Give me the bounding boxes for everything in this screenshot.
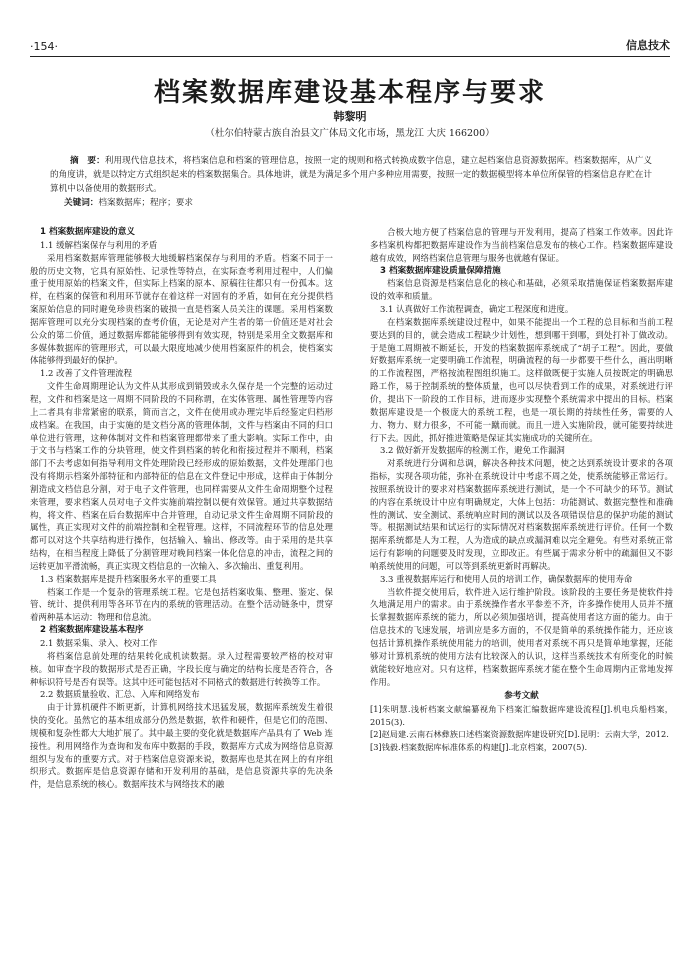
article-title: 档案数据库建设基本程序与要求 — [153, 78, 546, 108]
body-paragraph: 合极大地方便了档案信息的管理与开发利用，提高了档案工作效率。因此许多档案机构都把数据库建设作为当前档案信息发布的核心工作。档案数据库建设越有成效，网络档案信息管理与服务也就越有保证。 — [370, 227, 673, 263]
subsection-heading: 2.1 数据采集、录入、校对工作 — [40, 638, 158, 648]
reference-item: [1]朱明慧.浅析档案文献编纂视角下档案汇编数据库建设流程[J].机电兵船档案，2015(3). — [370, 704, 673, 727]
right-column — [370, 226, 673, 946]
subsection-heading: 3.1 认真做好工作流程调查，确定工程深度和进度。 — [380, 304, 574, 315]
references-title: 参考文献 — [504, 691, 539, 702]
abstract-label: 摘 要： — [70, 156, 105, 166]
section-heading: 3 档案数据库建设质量保障措施 — [380, 265, 501, 276]
subsection-heading: 3.3 重视数据库运行和使用人员的培训工作，确保数据库的使用寿命 — [380, 573, 633, 584]
body-paragraph: 当软件提交使用后，软件进入运行维护阶段。该阶段的主要任务是使软件持久地满足用户的需求。由于系统操作者水平参差不齐，许多操作使用人员并不擅长掌握数据库系统的能力，所以必须加强培训，提高使用者这方面的能力。由于信息技术的飞速发展，培训应是多方面的，不仅是简单的系统操作能力，还应该包括计算机操作系统使用能力的培训，使用者对系统不再只是简单地掌握，还能够对计算机系统的使用方法有比较深入的认识，这样当系统技术有所变化的时候就能较好地应对。只有这样，档案数据库系统才能在整个生命周期内正常地发挥作用。 — [370, 586, 673, 687]
subsection-heading: 1.2 改善了文件管理流程 — [40, 368, 133, 379]
subsection-heading: 3.2 做好新开发数据库的检测工作，避免工作漏洞 — [380, 445, 565, 456]
body-paragraph: 将档案信息前处理的结果转化成机读数据。录入过程需要较严格的校对审核。如审查字段的数据形式是否正确，字段长度与确定的结构长度是否符合，各种标识符号是否有误等。这其中还可能包括对不同格式的数据进行转换等工作。 — [30, 650, 333, 687]
keywords-text: 档案数据库；程序；要求 — [98, 198, 193, 208]
reference-item: [2]赵局建.云南石林彝族口述档案资源数据库建设研究[D].昆明：云南大学，2012. — [370, 729, 669, 740]
body-paragraph: 档案工作是一个复杂的管理系统工程。它是包括档案收集、整理、鉴定、保管、统计、提供利用等各环节在内的系统的管理活动。在整个活动链条中，贯穿着两种基本运动：物理和信息流。 — [30, 586, 333, 623]
subsection-heading: 1.1 缓解档案保存与利用的矛盾 — [40, 239, 158, 250]
body-paragraph: 档案信息资源是档案信息化的核心和基础，必须采取措施保证档案数据库建设的效率和质量。 — [370, 278, 673, 302]
body-paragraph: 采用档案数据库管理能够极大地缓解档案保存与利用的矛盾。档案不同于一般的历史文物，它具有原始性、记录性等特点，在实际查考利用过程中，人们偏重于使用原始的档案文件，但实际上档案的原本、原稿往往都只有一份孤本。这样，在档案的保管和利用环节就存在着这样一对固有的矛盾，如何在充分提供档案原始信息的同时避免珍贵档案的破损一直是档案人员关注的课题。采用档案数据库管理可以充分实现档案的查考价值，无论是对产生者的第一价值还是对社会公众的第二价值，通过数据库都能能够得到有效实现，特别是采用全文数据库和多媒体数据库的管理形式，可以最大限度地减少使用档案原件的机会，使档案实体能够得到最好的保护。 — [30, 252, 333, 366]
keywords-label: 关键词： — [64, 198, 99, 208]
author-name: 韩黎明 — [333, 110, 367, 123]
left-column — [30, 226, 333, 946]
body-paragraph: 在档案数据库系统建设过程中，如果不能提出一个工程的总目标和当前工程要达到的目的，就会造成工程缺少计划性，想到哪干到哪，到处打补丁做改动。于是施工周期被不断延长，开发的档案数据库系统成了“胡子工程”。因此，要做好数据库系统一定要明确工作流程，明确流程的每一步都要干些什么，画出明晰的工作流程图，严格按流程图组织施工。这样做既便于实施人员按既定的明确思路工作，易于控制系统的整体质量，也可以尽快看到工作的成果，对系统进行评价，提出下一阶段的工作目标，进而逐步实现整个系统需求中提出的目标。档案数据库建设是一个极庞大的系统工程，也是一项长期的持续性任务，需要的人力、物力、财力很多，不可能一蹴而就。而且一进入实施阶段，就可能要持续进行下去。因此，抓好推进策略是保证其实施成功的关键所在。 — [370, 316, 673, 443]
section-heading: 2 档案数据库建设基本程序 — [40, 625, 144, 636]
body-paragraph: 对系统进行分调和总调，解决各种技术问题，使之达到系统设计要求的各项指标，实现各项功能，弥补在系统设计中考虑不周之处，使系统能够正常运行。按照系统设计的要求对档案数据库系统进行测试，是一个不可缺少的环节。测试的内容在系统设计中应有明确规定，大体上包括：功能测试、数据完整性和准确性的测试、安全测试、系统响应时间的测试以及各项错误信息的保护功能的测试等。根据测试结果和试运行的实际情况对档案数据库系统进行评价。任何一个数据库系统都是人为工程，人为造成的缺点或漏洞难以完全避免。有些对系统正常运行有影响的问题要及时发现，立即改正。有些属于需求分析中的疏漏但又不影响系统使用的问题，可以等到系统更新时再解决。 — [370, 458, 673, 571]
body-paragraph: 由于计算机硬件不断更新，计算机网络技术迅猛发展，数据库系统发生着很快的变化。虽然它的基本组成部分仍然是数据，软件和硬件，但是它们的范围、规模和复杂性都大大地扩展了。其中最主要的变化就是数据库产品具有了 Web 连接性。利用网络作为查询和发布库中数据的手段，数据库方式成为网络信息资源组织与发布的重要方式。对于档案信息资源来说，数据库也是其在网上的有序组织形式。数据库是信息资源存储和开发利用的基础，是信息资源共享的先决条件，是信息系统的核心。数据库技术与网络技术的融 — [30, 702, 333, 790]
subsection-heading: 2.2 数据质量验收、汇总、入库和网络发布 — [40, 689, 200, 700]
section-name: 信息技术 — [626, 39, 670, 52]
abstract-text: 利用现代信息技术，将档案信息和档案的管理信息，按照一定的规则和格式转换成数字信息，建立起档案信息资源数据库。档案数据库，从广义的角度讲，就是以特定方式组织起来的档案数据集合。具体地讲，就是为满足多个用户多种应用需要，按照一定的数据模型将本单位所保管的档案信息存贮在计算机中以备使用的数据形式。 — [50, 156, 652, 194]
author-affiliation: （杜尔伯特蒙古族自治县文广体局文化市场，黑龙江 大庆 166200） — [205, 128, 495, 139]
page-number: ·154· — [30, 40, 58, 53]
page-header — [30, 34, 670, 57]
abstract — [50, 154, 652, 196]
references-list — [370, 703, 673, 753]
keywords — [64, 197, 652, 210]
body-paragraph: 文件生命周期理论认为文件从其形成到销毁或永久保存是一个完整的运动过程，文件和档案是这一周期不同阶段的不同称谓，在实体管理、属性管理等内容上二者具有非常紧密的联系，简而言之，文件在使用或办理完毕后经鉴定归档形成档案。在我国，由于实施的是文档分离的管理体制，文件与档案由不同的归口单位进行管理，这种体制对文件和档案管理都带来了重大影响。实际工作中，由于文书与档案工作的分块管理，使文件到档案的转化和衔接过程并不顺利，档案部门不去考虑如何指导利用文件处理阶段已经形成的原始数据，文件处理部门也没有将期示档案外部特征和内部特征的信息在文件登记中形成，这样由于体制分割造成文档信息分割，对于电子文件管理，也同样需要从文件生命周期整个过程来管理，要求档案人员对电子文件实施前端控制以便有效保管。通过共享数据结构，将文件、档案在后台数据库中合并管理，自动记录文件生命周期不同阶段的属性，真正实现对文件的前端控制和全程管理。这样，不同流程环节的信息处理都可以对这个共享结构进行操作，包括输入、输出、修改等。由于采用的是共享结构，在相当程度上降低了分割管理对晚间档案一体化信息的冲击，流程之间的运转更加平滑流畅，真正实现文档信息的一次输入、多次输出、重复利用。 — [30, 381, 333, 571]
subsection-heading: 1.3 档案数据库是提升档案服务水平的重要工具 — [40, 573, 217, 584]
reference-item: [3]钱毅.档案数据库标准体系的构建[J].北京档案，2007(5). — [370, 741, 588, 752]
section-heading: 1 档案数据库建设的意义 — [40, 227, 135, 237]
right-column-body — [370, 226, 673, 688]
